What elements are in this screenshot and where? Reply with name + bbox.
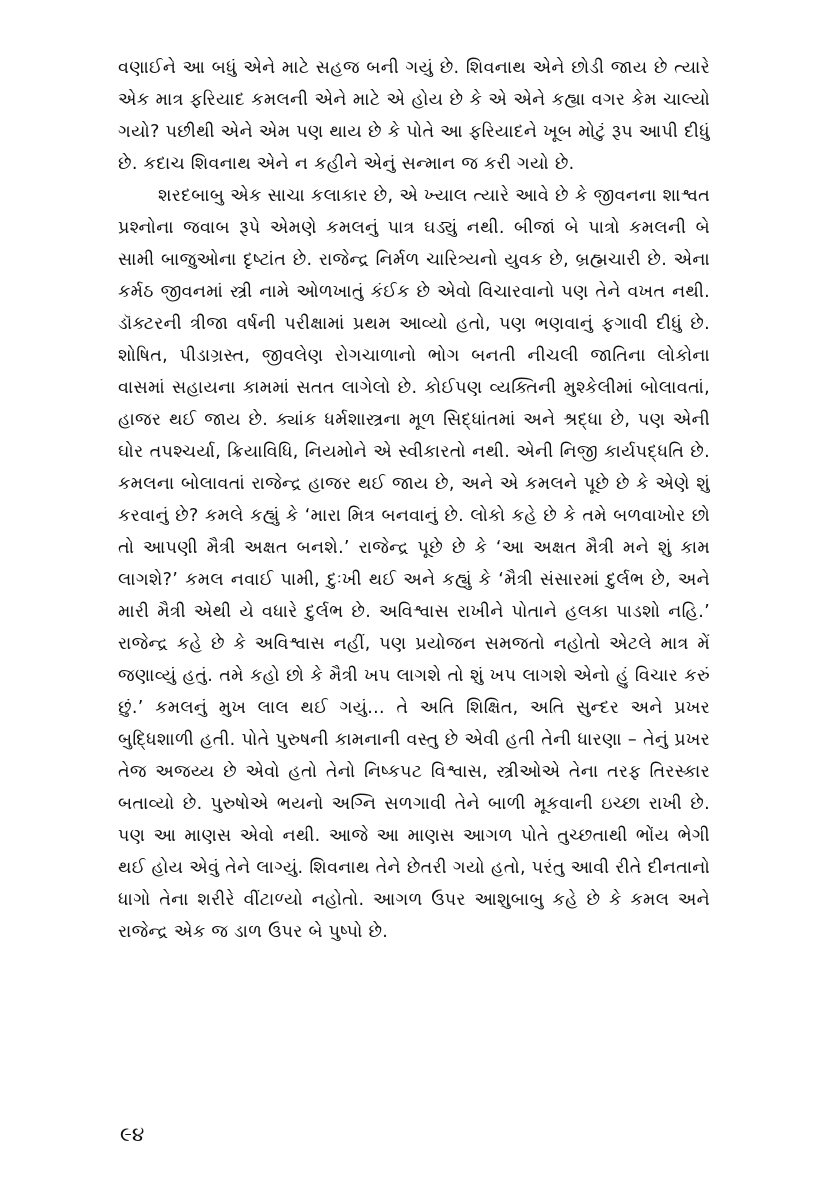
paragraph-continuation: વણાઈને આ બધું એને માટે સહજ બની ગયું છે. શિવનાથ એને છોડી જાય છે ત્યારે એક માત્ર ફરિયાદ કમલની એને માટે એ હોય છે કે એ એને કહ્યા વગર કેમ ચાલ્યો ગયો? પછીથી એને એમ પણ થાય છે કે પોતે આ ફરિયાદને ખૂબ મોટું રૂપ આપી દીધું છે. કદાચ શિવનાથ એને ન કહીને એનું સન્માન જ કરી ગયો છે. — [118, 58, 710, 174]
page-number: ૯૪ — [120, 1122, 145, 1146]
paragraph-sharadbabu: શરદબાબુ એક સાચા કલાકાર છે, એ ખ્યાલ ત્યારે આવે છે કે જીવનના શાશ્વત પ્રશ્નોના જવાબ રૂપે એમણે કમલનું પાત્ર ઘડ્યું નથી. બીજાં બે પાત્રો કમલની બે સામી બાજુઓના દૃષ્ટાંત છે. રાજેન્દ્ર નિર્મળ ચારિત્ર્યનો યુવક છે, બ્રહ્મચારી છે. એના કર્મઠ જીવનમાં સ્ત્રી નામે ઓળખાતું કંઈક છે એવો વિચારવાનો પણ તેને વખત નથી. ડૉક્ટરની ત્રીજા વર્ષની પરીક્ષામાં પ્રથમ આવ્યો હતો, પણ ભણવાનું ફગાવી દીધું છે. શોષિત, પીડાગ્રસ્ત, જીવલેણ રોગચાળાનો ભોગ બનતી નીચલી જાતિના લોકોના વાસમાં સહાયના કામમાં સતત લાગેલો છે. કોઈપણ વ્યક્તિની મુશ્કેલીમાં બોલાવતાં, હાજર થઈ જાય છે. ક્યાંક ધર્મશાસ્ત્રના મૂળ સિદ્ધાંતમાં અને શ્રદ્ધા છે, પણ એની ઘોર તપશ્ચર્યા, ક્રિયાવિધિ, નિયમોને એ સ્વીકારતો નથી. એની નિજી કાર્યપદ્ધતિ છે. કમલના બોલાવતાં રાજેન્દ્ર હાજર થઈ જાય છે, અને એ કમલને પૂછે છે કે એણે શું કરવાનું છે? કમલે કહ્યું કે ‘મારા મિત્ર બનવાનું છે. લોકો કહે છે કે તમે બળવાખોર છો તો આપણી મૈત્રી અક્ષત બનશે.’ રાજેન્દ્ર પૂછે છે કે ‘આ અક્ષત મૈત્રી મને શું કામ લાગશે?’ કમલ નવાઈ પામી, દુઃખી થઈ અને કહ્યું કે ‘મૈત્રી સંસારમાં દુર્લભ છે, અને મારી મૈત્રી એથી યે વધારે દુર્લભ છે. અવિશ્વાસ રાખીને પોતાને હલકા પાડશો નહિ.’ રાજેન્દ્ર કહે છે કે અવિશ્વાસ નહીં, પણ પ્રયોજન સમજતો નહોતો એટલે માત્ર મેં જણાવ્યું હતું. તમે કહો છો કે મૈત્રી ખપ લાગશે તો શું ખપ લાગશે એનો હું વિચાર કરું છું.’ કમલનું મુખ લાલ થઈ ગયું... તે અતિ શિક્ષિત, અતિ સુન્દર અને પ્રખર બુદ્ધિશાળી હતી. પોતે પુરુષની કામનાની વસ્તુ છે એવી હતી તેની ધારણા – તેનું પ્રખર તેજ અજય્ય છે એવો હતો તેનો નિષ્કપટ વિશ્વાસ, સ્ત્રીઓએ તેના તરફ તિરસ્કાર બતાવ્યો છે. પુરુષોએ ભયનો અગ્નિ સળગાવી તેને બાળી મૂકવાની ઇચ્છા રાખી છે. પણ આ માણસ એવો નથી. આજે આ માણસ આગળ પોતે તુચ્છતાથી ભોંય ભેગી થઈ હોય એવું તેને લાગ્યું. શિવનાથ તેને છેતરી ગયો હતો, પરંતુ આવી રીતે દીનતાનો ધાગો તેના શરીરે વીંટાળ્યો નહોતો. આગળ ઉપર આશુબાબુ કહે છે કે કમલ અને રાજેન્દ્ર એક જ ડાળ ઉપર બે પુષ્પો છે. — [118, 186, 710, 942]
page-body — [118, 52, 710, 948]
